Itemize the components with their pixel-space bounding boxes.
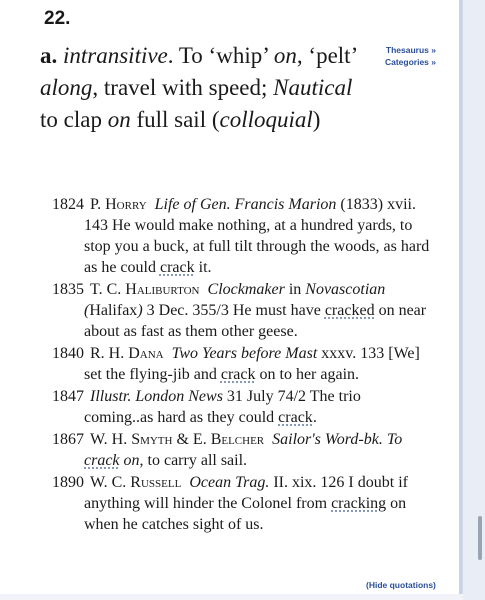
text-segment: on [119, 452, 140, 469]
text-segment: ) [312, 107, 321, 132]
quotation-year: 1890 [52, 474, 84, 491]
text-segment: it. [194, 259, 212, 276]
text-segment: Life of Gen. Francis Marion [154, 196, 337, 213]
quotation-author: R. H. Dana [90, 345, 164, 362]
text-segment: ) [137, 302, 143, 319]
text-segment: on [107, 107, 131, 132]
bottom-bar [0, 594, 463, 600]
quotation-item [52, 386, 432, 428]
keyword-link[interactable]: crack [220, 366, 256, 383]
text-segment: Sailor's Word-bk. [272, 431, 383, 448]
text-segment: 31 July 74/2 The trio coming..as hard as they could [84, 388, 361, 426]
quotation-author: W. C. Russell [90, 474, 182, 491]
quotation-year: 1835 [52, 281, 84, 298]
keyword-link[interactable]: crack [278, 409, 313, 426]
text-segment: in [284, 281, 306, 298]
thesaurus-link[interactable]: Thesaurus » [385, 45, 436, 55]
text-segment: on [273, 43, 297, 68]
text-segment: . To ‘whip’ [167, 43, 274, 68]
keyword-link[interactable]: cracked [324, 302, 375, 319]
text-segment: 3 Dec. 355/3 He must have [142, 302, 325, 319]
sense-label: a. [40, 43, 58, 68]
text-segment: on to her again. [255, 366, 360, 383]
quotation-author: W. H. Smyth & E. Belcher [90, 431, 265, 448]
hide-quotations-link[interactable]: (Hide quotations) [366, 580, 436, 590]
text-segment: Halifax [89, 302, 138, 319]
text-segment: . [312, 409, 317, 426]
quotation-author: T. C. Haliburton [90, 281, 200, 298]
text-segment: , ‘pelt’ [296, 43, 357, 68]
quotation-item [52, 343, 432, 385]
keyword-link[interactable]: cracking [331, 495, 387, 512]
text-segment: along [40, 75, 93, 100]
quotation-year: 1840 [52, 345, 84, 362]
quotation-item [52, 279, 432, 342]
quotation-year: 1867 [52, 431, 84, 448]
quotation-text [84, 388, 361, 426]
text-segment: Two Years before Mast [171, 345, 318, 362]
text-segment: (1833) xvii. 143 He would make nothing, at a hundred yards, to stop you a buck, at full tilt through the woods, as hard as he could [84, 196, 430, 276]
text-segment: xxxv. 133 [We] set the flying-jib and [84, 345, 420, 383]
text-segment: intransitive [63, 43, 168, 68]
quotation-year: 1824 [52, 196, 84, 213]
text-segment: Clockmaker [207, 281, 285, 298]
quotation-item [52, 429, 432, 471]
quotation-year: 1847 [52, 388, 84, 405]
text-segment: colloquial [219, 107, 313, 132]
keyword-link[interactable]: crack [159, 259, 195, 276]
sense-links [372, 44, 436, 68]
keyword-link[interactable]: crack [84, 452, 120, 469]
text-segment: Novascotian ( [84, 281, 386, 319]
quotation-item [52, 194, 432, 278]
text-segment: To [386, 431, 403, 448]
text-segment: on when he catches sight of us. [84, 495, 407, 533]
text-segment: II. xix. 126 I doubt if anything will hinder the Colonel from [84, 474, 408, 512]
text-segment: Ocean Trag. [189, 474, 270, 491]
text-segment: to clap [40, 107, 108, 132]
definition-text [40, 43, 357, 132]
text-segment: , to carry all sail. [139, 452, 248, 469]
quotation-item [52, 472, 432, 535]
quotation-author: P. Horry [90, 196, 147, 213]
scrollbar-thumb[interactable] [478, 516, 482, 560]
text-segment: on near about as fast as them other geese. [84, 302, 427, 340]
right-sidebar [462, 0, 485, 600]
categories-link[interactable]: Categories » [384, 57, 436, 67]
text-segment: , travel with speed; [92, 75, 274, 100]
text-segment: Nautical [273, 75, 353, 100]
text-segment: full sail ( [130, 107, 220, 132]
text-segment: Illustr. London News [90, 388, 223, 405]
sense-definition [40, 40, 370, 136]
quotations-list [52, 194, 432, 536]
sense-number: 22. [44, 8, 71, 29]
